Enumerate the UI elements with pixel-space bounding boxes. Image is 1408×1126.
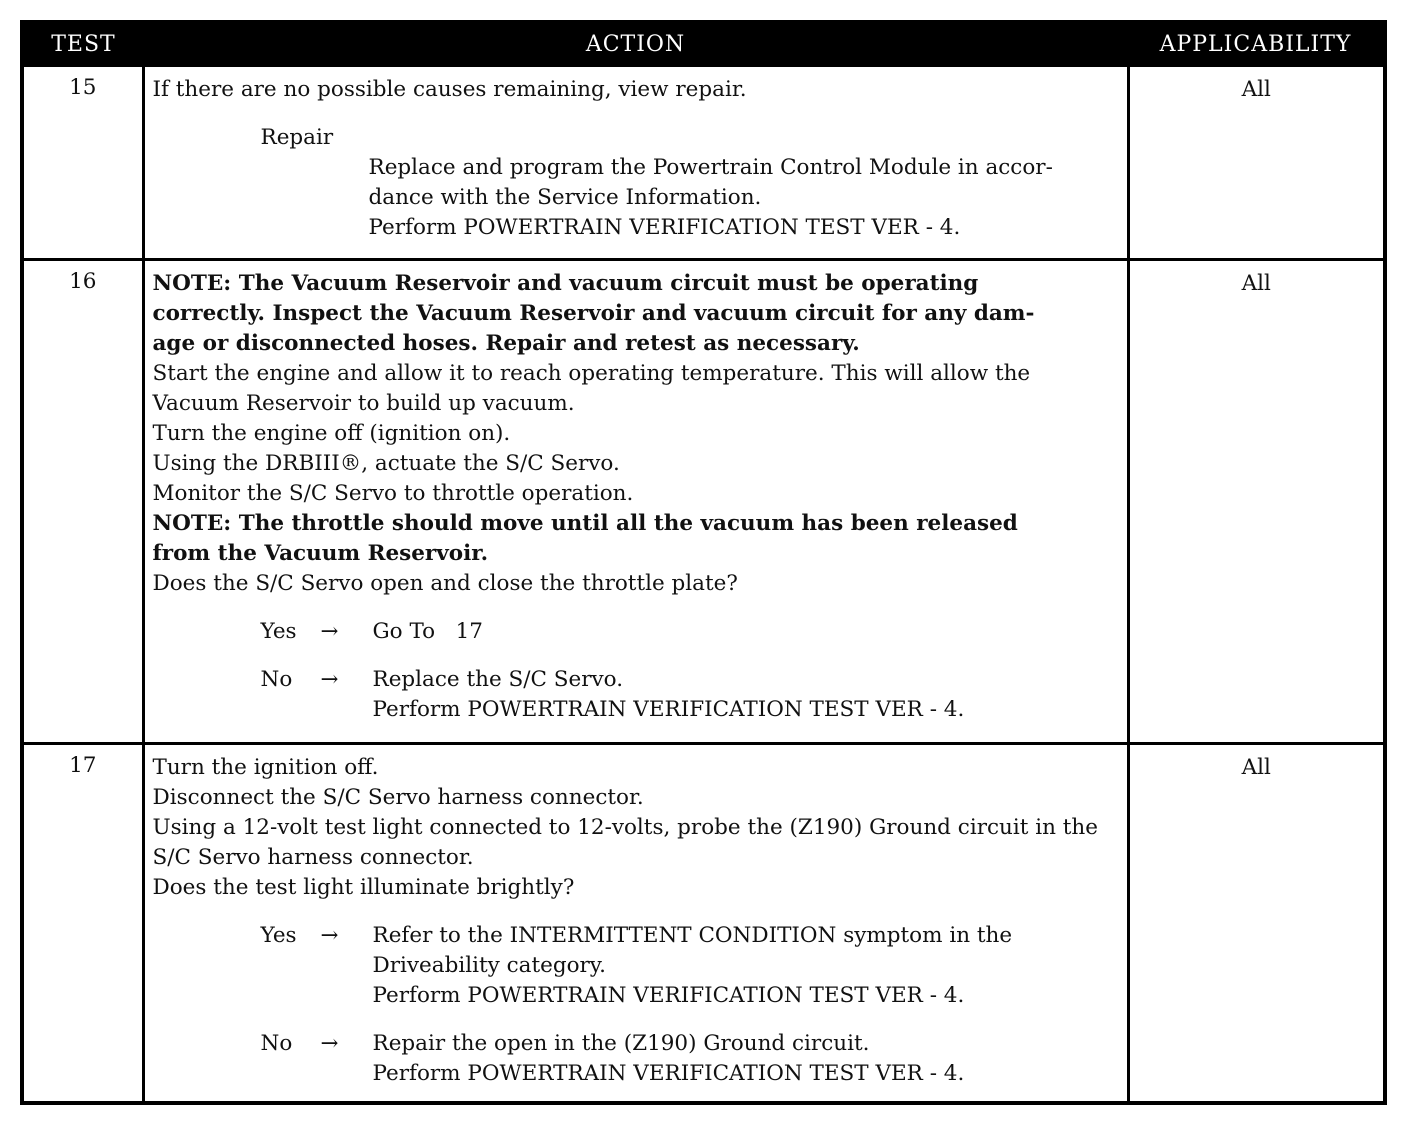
outcome-line: Go To 17 <box>372 619 483 644</box>
outcome-yes <box>261 921 1119 1011</box>
header-action: ACTION <box>143 22 1128 66</box>
test-number: 16 <box>22 260 143 744</box>
table-row <box>22 66 1385 260</box>
action-line: Turn the ignition off. <box>152 755 379 780</box>
diagnostic-test-table <box>20 20 1387 1105</box>
outcome-label: Yes <box>260 619 297 644</box>
table-row <box>22 744 1385 1104</box>
action-line: If there are no possible causes remaining, view repair. <box>152 77 747 102</box>
arrow-right-icon: → <box>320 619 339 644</box>
applicability-value: All <box>1128 744 1385 1104</box>
header-test: TEST <box>22 22 143 66</box>
action-cell <box>143 260 1128 744</box>
repair-body <box>369 153 1119 243</box>
note-line: correctly. Inspect the Vacuum Reservoir and vacuum circuit for any dam- <box>152 301 1035 326</box>
repair-line: Replace and program the Powertrain Control Module in accor- <box>368 155 1053 180</box>
test-number: 15 <box>22 66 143 260</box>
outcome-result <box>373 921 1119 1011</box>
table-row <box>22 260 1385 744</box>
repair-line: dance with the Service Information. <box>368 185 762 210</box>
arrow-right-icon: → <box>320 1031 339 1056</box>
arrow-right-icon: → <box>320 923 339 948</box>
action-line: Monitor the S/C Servo to throttle operation. <box>152 481 634 506</box>
outcome-line: Replace the S/C Servo. <box>372 667 624 692</box>
repair-label: Repair <box>260 125 334 150</box>
action-line: Disconnect the S/C Servo harness connector. <box>152 785 644 810</box>
header-applicability: APPLICABILITY <box>1128 22 1385 66</box>
arrow-right-icon: → <box>320 667 339 692</box>
action-cell <box>143 66 1128 260</box>
test-number: 17 <box>22 744 143 1104</box>
applicability-value: All <box>1128 66 1385 260</box>
note-line: age or disconnected hoses. Repair and retest as necessary. <box>152 331 860 356</box>
outcome-line: Refer to the INTERMITTENT CONDITION symptom in the <box>372 923 1013 948</box>
note-line: from the Vacuum Reservoir. <box>152 541 489 566</box>
outcome-yes <box>261 617 1119 647</box>
action-line: S/C Servo harness connector. <box>152 845 474 870</box>
applicability-value: All <box>1128 260 1385 744</box>
table-header-row <box>22 22 1385 66</box>
action-line: Start the engine and allow it to reach operating temperature. This will allow the <box>152 361 1031 386</box>
outcome-result <box>373 665 1119 725</box>
action-line: Vacuum Reservoir to build up vacuum. <box>152 391 575 416</box>
outcome-result <box>373 1029 1119 1089</box>
outcome-no <box>261 1029 1119 1089</box>
outcome-label: No <box>260 1031 293 1056</box>
action-line: Using a 12-volt test light connected to 12-volts, probe the (Z190) Ground circuit in the <box>152 815 1098 840</box>
note-line: NOTE: The Vacuum Reservoir and vacuum circuit must be operating <box>152 271 979 296</box>
action-cell <box>143 744 1128 1104</box>
action-line: Turn the engine off (ignition on). <box>152 421 511 446</box>
outcome-no <box>261 665 1119 725</box>
outcome-result <box>373 617 1119 647</box>
outcome-label: No <box>260 667 293 692</box>
action-line: Using the DRBIII®, actuate the S/C Servo. <box>152 451 620 476</box>
outcome-line: Driveability category. <box>372 953 606 978</box>
action-line: Does the S/C Servo open and close the throttle plate? <box>152 571 738 596</box>
action-line: Does the test light illuminate brightly? <box>152 875 575 900</box>
note-line: NOTE: The throttle should move until all the vacuum has been released <box>152 511 1018 536</box>
outcome-line: Perform POWERTRAIN VERIFICATION TEST VER - 4. <box>372 983 965 1008</box>
outcome-line: Repair the open in the (Z190) Ground circuit. <box>372 1031 870 1056</box>
outcome-line: Perform POWERTRAIN VERIFICATION TEST VER - 4. <box>372 1061 965 1086</box>
repair-line: Perform POWERTRAIN VERIFICATION TEST VER - 4. <box>368 215 961 240</box>
outcome-label: Yes <box>260 923 297 948</box>
outcome-line: Perform POWERTRAIN VERIFICATION TEST VER - 4. <box>372 697 965 722</box>
